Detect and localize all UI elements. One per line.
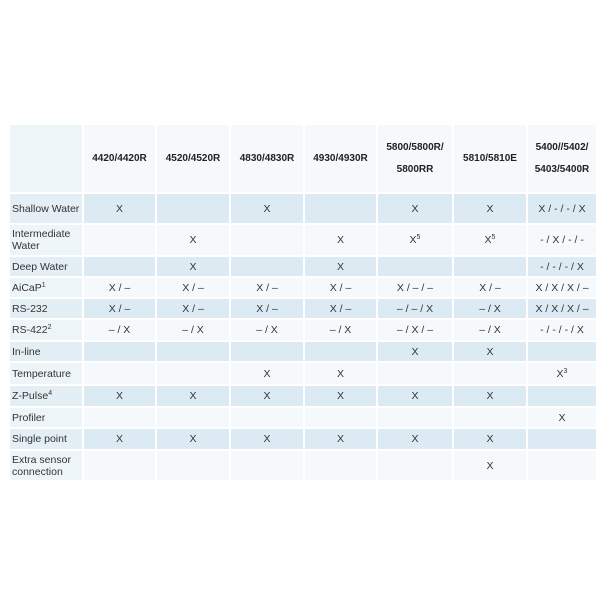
table-cell (157, 408, 229, 427)
column-header (528, 125, 596, 192)
cell-value: X (263, 202, 271, 215)
cell-value: X (263, 433, 271, 445)
table-cell (454, 363, 526, 384)
cell-value: X / – (256, 281, 278, 294)
table-cell (231, 429, 303, 449)
footnote-marker: 5 (491, 234, 496, 241)
table-cell (84, 278, 155, 297)
table-cell (231, 299, 303, 318)
table-cell (84, 429, 155, 449)
table-cell (528, 194, 596, 223)
table-cell (84, 408, 155, 427)
column-header-label: 4520/4520R (165, 152, 221, 164)
table-cell (157, 451, 229, 480)
table-cell (454, 386, 526, 406)
table-cell (157, 194, 229, 223)
table-row (10, 451, 596, 480)
row-label (10, 194, 82, 223)
column-header (378, 125, 452, 192)
table-cell (305, 342, 376, 361)
table-cell (378, 386, 452, 406)
column-header-label: 5810/5810E (463, 152, 517, 164)
cell-value: X (189, 390, 197, 402)
table-cell (454, 342, 526, 361)
cell-value: X (263, 367, 271, 380)
table-cell (528, 451, 596, 480)
column-header-label: 4930/4930R (313, 152, 368, 164)
table-cell (84, 451, 155, 480)
table-cell (378, 320, 452, 340)
table-row (10, 429, 596, 449)
column-header (231, 125, 303, 192)
table-cell (157, 320, 229, 340)
cell-value: X (115, 433, 123, 445)
cell-value: X (486, 459, 494, 472)
cell-value: X / - / - / X (538, 202, 586, 215)
cell-value: - / - / - / X (540, 260, 584, 273)
table-cell (454, 225, 526, 255)
cell-value: – / X (479, 302, 501, 315)
table-cell (84, 299, 155, 318)
cell-value: X (486, 433, 494, 445)
cell-value: – / X (108, 324, 131, 336)
cell-value: X / – (329, 302, 352, 315)
table-cell (454, 429, 526, 449)
column-header (84, 125, 155, 192)
row-label (10, 451, 82, 480)
cell-value: X (411, 390, 419, 402)
table-cell (378, 408, 452, 427)
table-cell (157, 257, 229, 276)
cell-value: X (486, 345, 494, 358)
table-cell (378, 257, 452, 276)
row-label-text: RS-422 (12, 324, 48, 336)
table-cell (528, 299, 596, 318)
row-label-text: Shallow Water (12, 202, 80, 215)
cell-value: X (336, 260, 344, 273)
table-row (10, 194, 596, 223)
table-cell (454, 451, 526, 480)
table-cell (231, 194, 303, 223)
table-cell (528, 386, 596, 406)
table-cell (305, 225, 376, 255)
row-label-text: RS-232 (12, 302, 48, 315)
table-cell (528, 363, 596, 384)
table-row (10, 320, 596, 340)
table-row (10, 278, 596, 297)
table-cell (231, 257, 303, 276)
table-cell (305, 194, 376, 223)
table-row (10, 408, 596, 427)
table-cell (84, 386, 155, 406)
table-cell (378, 299, 452, 318)
table-cell (84, 194, 155, 223)
cell-value: X (411, 202, 419, 215)
table-cell (454, 299, 526, 318)
table-row (10, 299, 596, 318)
table-cell (84, 342, 155, 361)
column-header (454, 125, 526, 192)
cell-value: X (189, 234, 197, 246)
row-label (10, 320, 82, 340)
cell-value: X / X / X / – (535, 281, 589, 294)
table-cell (454, 408, 526, 427)
table-row (10, 342, 596, 361)
cell-value: X (336, 367, 344, 380)
column-header-label: 4830/4830R (239, 152, 295, 164)
footnote-marker: 5 (416, 234, 421, 241)
row-label-text: Z-Pulse (12, 390, 49, 402)
footnote-marker: 4 (48, 390, 53, 397)
cell-value: X (558, 411, 566, 424)
cell-value: X / – (256, 302, 278, 315)
footnote-marker: 3 (563, 367, 568, 375)
table-cell (528, 320, 596, 340)
table-cell (231, 386, 303, 406)
row-label-text: In-line (12, 345, 41, 358)
table-cell (454, 194, 526, 223)
table-cell (378, 451, 452, 480)
table-cell (231, 320, 303, 340)
cell-value: X (484, 234, 492, 246)
cell-value: X (189, 260, 197, 273)
row-label (10, 257, 82, 276)
cell-value: X (115, 202, 123, 215)
table-cell (231, 408, 303, 427)
table-cell (305, 429, 376, 449)
cell-value: X (409, 234, 417, 246)
table-cell (528, 278, 596, 297)
column-header-label: 4420/4420R (92, 152, 147, 164)
table-cell (378, 342, 452, 361)
table-cell (454, 278, 526, 297)
cell-value: X / – (479, 281, 501, 294)
table-cell (454, 320, 526, 340)
cell-value: X / – (182, 281, 204, 294)
table-cell (305, 299, 376, 318)
cell-value: – / X (182, 324, 204, 336)
table-cell (378, 363, 452, 384)
table-cell (305, 278, 376, 297)
cell-value: – / X (329, 324, 352, 336)
cell-value: – / X / – (396, 324, 434, 336)
table-cell (305, 257, 376, 276)
table-cell (378, 429, 452, 449)
cell-value: – / X (479, 324, 501, 336)
sensor-comparison-table (8, 123, 598, 482)
row-label (10, 386, 82, 406)
comparison-table-wrapper (8, 123, 598, 482)
cell-value: X (411, 433, 419, 445)
table-cell (528, 429, 596, 449)
table-cell (231, 451, 303, 480)
cell-value: – / – / X (396, 302, 434, 315)
table-cell (378, 225, 452, 255)
row-label-text: Intermediate Water (12, 228, 71, 252)
table-row (10, 225, 596, 255)
table-cell (84, 320, 155, 340)
cell-value: X (115, 390, 123, 402)
table-cell (157, 429, 229, 449)
cell-value: X / – (108, 302, 131, 315)
table-cell (231, 363, 303, 384)
cell-value: X (336, 234, 344, 246)
table-cell (528, 342, 596, 361)
table-row (10, 386, 596, 406)
row-label (10, 278, 82, 297)
cell-value: X (263, 390, 271, 402)
table-cell (305, 320, 376, 340)
table-cell (157, 299, 229, 318)
footnote-marker: 2 (47, 324, 52, 331)
table-cell (378, 278, 452, 297)
table-cell (157, 342, 229, 361)
column-header (157, 125, 229, 192)
table-row (10, 363, 596, 384)
cell-value: X (189, 433, 197, 445)
cell-value: X (486, 390, 494, 402)
row-label (10, 225, 82, 255)
table-cell (305, 451, 376, 480)
cell-value: - / - / - / X (540, 324, 584, 336)
column-header (305, 125, 376, 192)
row-label (10, 342, 82, 361)
row-label-text: Profiler (12, 411, 46, 424)
table-cell (84, 363, 155, 384)
table-cell (454, 257, 526, 276)
cell-value: X / – (182, 302, 204, 315)
table-cell (305, 386, 376, 406)
table-cell (84, 225, 155, 255)
cell-value: X (556, 367, 564, 380)
cell-value: X (336, 390, 344, 402)
row-label-text: Single point (12, 433, 67, 445)
table-cell (157, 225, 229, 255)
column-header-label: 5400//5402/ 5403/5400R (534, 141, 590, 175)
cell-value: - / X / - / - (540, 234, 584, 246)
row-label (10, 299, 82, 318)
table-cell (231, 225, 303, 255)
table-cell (157, 363, 229, 384)
table-cell (157, 278, 229, 297)
cell-value: X / X / X / – (535, 302, 589, 315)
row-label (10, 408, 82, 427)
table-cell (305, 408, 376, 427)
row-label-text: Deep Water (12, 260, 68, 273)
table-cell (157, 386, 229, 406)
row-label (10, 429, 82, 449)
row-label (10, 363, 82, 384)
cell-value: – / X (256, 324, 278, 336)
cell-value: X / – (329, 281, 352, 294)
table-body (10, 194, 596, 480)
table-cell (528, 225, 596, 255)
cell-value: X (336, 433, 344, 445)
row-label-text: AiCaP (12, 281, 42, 294)
table-cell (528, 257, 596, 276)
table-cell (231, 278, 303, 297)
table-cell (528, 408, 596, 427)
table-cell (378, 194, 452, 223)
cell-value: X / – / – (396, 281, 434, 294)
row-label-text: Temperature (12, 367, 71, 380)
table-row (10, 257, 596, 276)
footnote-marker: 1 (41, 281, 46, 289)
header-corner-cell (10, 125, 82, 192)
cell-value: X (411, 345, 419, 358)
header-row (10, 125, 596, 192)
table-cell (231, 342, 303, 361)
table-cell (84, 257, 155, 276)
cell-value: X / – (108, 281, 131, 294)
row-label-text: Extra sensor connection (12, 453, 71, 478)
cell-value: X (486, 202, 494, 215)
table-cell (305, 363, 376, 384)
column-header-label: 5800/5800R/ 5800RR (386, 141, 444, 175)
